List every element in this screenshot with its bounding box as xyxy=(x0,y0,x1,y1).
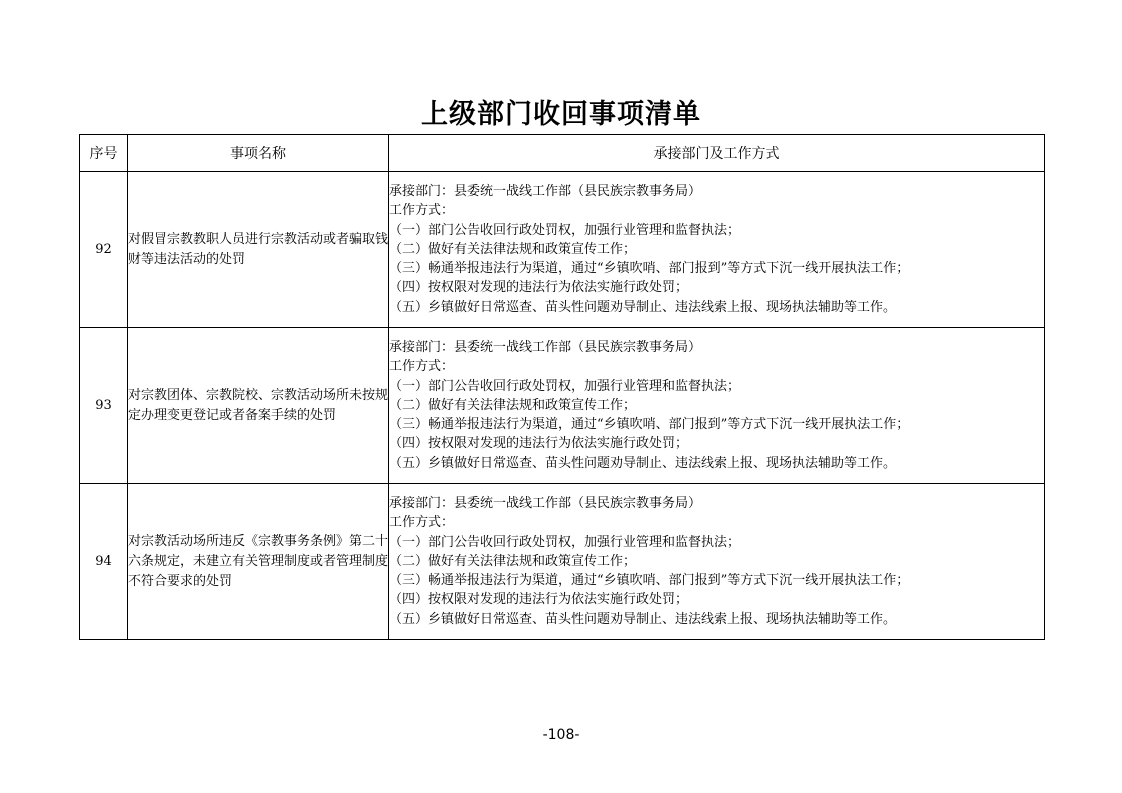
table-row xyxy=(80,328,1045,484)
method-line: 工作方式： xyxy=(389,515,455,531)
department-method-cell xyxy=(389,328,1045,484)
row-number: 94 xyxy=(80,484,128,640)
page-number: -108- xyxy=(542,727,580,743)
method-line: （一）部门公告收回行政处罚权，加强行业管理和监督执法； xyxy=(389,534,741,550)
method-line: （三）畅通举报违法行为渠道，通过“乡镇吹哨、部门报到”等方式下沉一线开展执法工作； xyxy=(389,417,910,433)
method-line: （一）部门公告收回行政处罚权，加强行业管理和监督执法； xyxy=(389,378,741,394)
table-row xyxy=(80,172,1045,328)
header-department-method: 承接部门及工作方式 xyxy=(389,135,1045,172)
method-line: （一）部门公告收回行政处罚权，加强行业管理和监督执法； xyxy=(389,222,741,238)
department-method-cell xyxy=(389,172,1045,328)
method-line: （五）乡镇做好日常巡查、苗头性问题劝导制止、违法线索上报、现场执法辅助等工作。 xyxy=(389,611,897,627)
item-name: 对宗教活动场所违反《宗教事务条例》第二十六条规定，未建立有关管理制度或者管理制度不符合要求的处罚 xyxy=(128,484,389,640)
method-line: 承接部门：县委统一战线工作部（县民族宗教事务局） xyxy=(389,183,702,199)
method-line: 承接部门：县委统一战线工作部（县民族宗教事务局） xyxy=(389,495,702,511)
department-method-cell xyxy=(389,484,1045,640)
item-name: 对假冒宗教教职人员进行宗教活动或者骗取钱财等违法活动的处罚 xyxy=(128,172,389,328)
method-line: （三）畅通举报违法行为渠道，通过“乡镇吹哨、部门报到”等方式下沉一线开展执法工作； xyxy=(389,261,910,277)
items-table xyxy=(79,134,1045,640)
method-line: （二）做好有关法律法规和政策宣传工作； xyxy=(389,397,637,413)
method-line: （五）乡镇做好日常巡查、苗头性问题劝导制止、违法线索上报、现场执法辅助等工作。 xyxy=(389,455,897,471)
method-line: （四）按权限对发现的违法行为依法实施行政处罚； xyxy=(389,592,689,608)
header-item-name: 事项名称 xyxy=(128,135,389,172)
method-line: （四）按权限对发现的违法行为依法实施行政处罚； xyxy=(389,436,689,452)
row-number: 92 xyxy=(80,172,128,328)
row-number: 93 xyxy=(80,328,128,484)
method-line: （二）做好有关法律法规和政策宣传工作； xyxy=(389,553,637,569)
method-line: 工作方式： xyxy=(389,203,455,219)
method-line: （四）按权限对发现的违法行为依法实施行政处罚； xyxy=(389,280,689,296)
item-name: 对宗教团体、宗教院校、宗教活动场所未按规定办理变更登记或者备案手续的处罚 xyxy=(128,328,389,484)
method-line: 工作方式： xyxy=(389,359,455,375)
method-line: （五）乡镇做好日常巡查、苗头性问题劝导制止、违法线索上报、现场执法辅助等工作。 xyxy=(389,299,897,315)
page-title: 上级部门收回事项清单 xyxy=(421,99,701,130)
method-line: （二）做好有关法律法规和政策宣传工作； xyxy=(389,241,637,257)
table-row xyxy=(80,484,1045,640)
table-header-row xyxy=(80,135,1045,172)
header-serial: 序号 xyxy=(80,135,128,172)
method-line: 承接部门：县委统一战线工作部（县民族宗教事务局） xyxy=(389,339,702,355)
method-line: （三）畅通举报违法行为渠道，通过“乡镇吹哨、部门报到”等方式下沉一线开展执法工作； xyxy=(389,573,910,589)
